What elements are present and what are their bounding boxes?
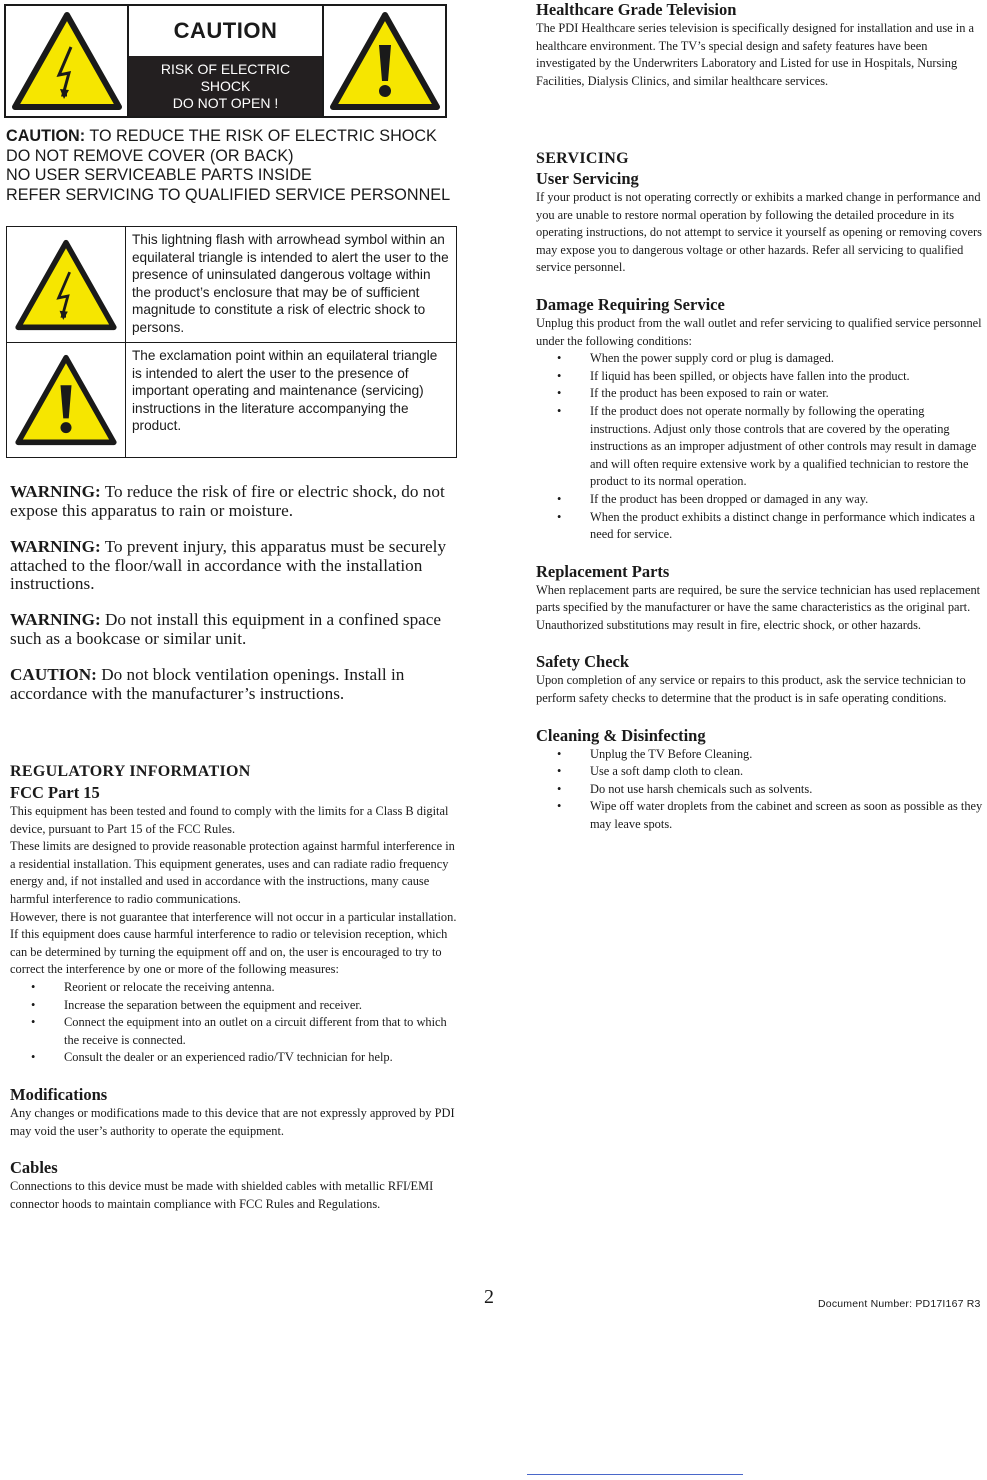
symbol-table	[6, 226, 457, 458]
cleaning-bullet: • Unplug the TV Before Cleaning.	[536, 746, 987, 764]
symbol-row-exclamation	[7, 343, 456, 457]
cleaning-bullet: • Wipe off water droplets from the cabinet and screen as soon as possible as they may leave spots.	[536, 798, 987, 833]
warning-label: WARNING:	[10, 482, 101, 501]
healthcare-text: The PDI Healthcare series television is specifically designed for installation and use in a healthcare environment. The TV’s special design and safety features have been investigated by the Underwriters Laboratory and Listed for use in Hospitals, Nursing Facilities, Dialysis Clinics, and similar healthcare services.	[536, 21, 975, 88]
safety-check-text: Upon completion of any service or repairs to this product, ask the service technician to perform safety checks to determine that the product is in safe operating conditions.	[536, 673, 966, 706]
modifications-heading: Modifications	[10, 1084, 108, 1104]
symbol-icon-cell	[7, 227, 126, 342]
exclamation-warning-icon	[14, 354, 118, 446]
fcc-bullet: • Increase the separation between the equipment and receiver.	[10, 997, 460, 1015]
caution-notice-line-2: DO NOT REMOVE COVER (OR BACK)	[6, 146, 294, 165]
lightning-warning-icon	[11, 11, 123, 111]
banner-center	[127, 6, 324, 116]
user-servicing-heading: User Servicing	[536, 169, 639, 188]
damage-bullet: • If the product does not operate normally by following the operating instructions. Adjust only those controls that are covered by the operating instructions as an improper adjustment of other controls may result in damage and will often require extensive work by a qualified technician to restore the product to its normal operation.	[536, 403, 987, 491]
banner-line-2: SHOCK	[200, 77, 251, 94]
safety-check-heading: Safety Check	[536, 652, 630, 672]
caution-ventilation	[10, 666, 460, 703]
banner-line-1: RISK OF ELECTRIC	[160, 60, 291, 77]
cleaning-bullet: • Use a soft damp cloth to clean.	[536, 763, 987, 781]
warning-text: Do not install this equipment in a confined space such as a bookcase or similar unit.	[10, 610, 442, 648]
cleaning-heading: Cleaning & Disinfecting	[536, 725, 706, 745]
damage-bullet: • If the product has been dropped or damaged in any way.	[536, 491, 987, 509]
warning-label: CAUTION:	[10, 665, 97, 684]
caution-notice-lead: CAUTION:	[6, 127, 86, 145]
lightning-warning-icon	[14, 239, 118, 331]
caution-notice-text-1: TO REDUCE THE RISK OF ELECTRIC SHOCK	[85, 127, 437, 145]
page-number: 2	[484, 1286, 494, 1308]
damage-bullet: • When the product exhibits a distinct change in performance which indicates a need for service.	[536, 509, 987, 544]
banner-subtitle	[129, 56, 322, 116]
user-servicing-text: If your product is not operating correctly or exhibits a marked change in performance and you are unable to restore normal operation by following the detailed procedure in its operating instructions, do not attempt to service it yourself as opening or removing covers may expose you to dangerous voltage or other hazards. Refer all servicing to qualified service personnel.	[536, 190, 982, 275]
symbol-row-lightning	[7, 227, 456, 343]
caution-notice	[6, 127, 466, 205]
fcc-heading: FCC Part 15	[10, 783, 100, 802]
servicing-section	[536, 150, 987, 834]
banner-title: CAUTION	[173, 18, 278, 43]
banner-exclamation-cell	[324, 6, 445, 116]
modifications-text: Any changes or modifications made to this device that are not expressly approved by PDI may void the user’s authority to operate the equipment.	[10, 1105, 455, 1138]
damage-heading: Damage Requiring Service	[536, 294, 725, 314]
exclamation-description: The exclamation point within an equilateral triangle is intended to alert the user to the presence of important operating and maintenance (servicing) instructions in the literature accompanying the product.	[132, 348, 438, 434]
warning-text: To prevent injury, this apparatus must be securely attached to the floor/wall in accordance with the installation instructions.	[10, 537, 447, 593]
lightning-description: This lightning flash with arrowhead symbol within an equilateral triangle is intended to alert the user to the presence of uninsulated dangerous voltage within the product’s enclosure that may be of sufficient magnitude to constitute a risk of electric shock to persons.	[132, 232, 449, 335]
replacement-heading: Replacement Parts	[536, 561, 670, 581]
healthcare-section	[536, 0, 987, 90]
replacement-text: When replacement parts are required, be sure the service technician has used replacement parts specified by the manufacturer or have the same characteristics as the original part. Unauthorized substitutions may result in fire, electric shock, or other hazards.	[536, 582, 981, 632]
cables-text: Connections to this device must be made with shielded cables with metallic RFI/EMI connector hoods to maintain compliance with FCC Rules and Regulations.	[10, 1179, 434, 1211]
caution-banner	[4, 4, 447, 118]
fcc-bullet: • Connect the equipment into an outlet on a circuit different from that to which the receive is connected.	[10, 1014, 460, 1049]
warning-2	[10, 538, 460, 594]
damage-bullet: • When the power supply cord or plug is damaged.	[536, 350, 987, 368]
exclamation-warning-icon	[329, 11, 441, 111]
link-underline	[527, 1474, 743, 1475]
warning-label: WARNING:	[10, 610, 101, 629]
fcc-paragraph-1: This equipment has been tested and found to comply with the limits for a Class B digital device, pursuant to Part 15 of the FCC Rules.	[10, 804, 449, 836]
banner-lightning-cell	[6, 6, 127, 116]
banner-line-3: DO NOT OPEN !	[172, 94, 279, 111]
caution-notice-line-4: REFER SERVICING TO QUALIFIED SERVICE PERSONNEL	[6, 185, 451, 204]
damage-text: Unplug this product from the wall outlet and refer servicing to qualified service personnel under the following conditions:	[536, 315, 982, 348]
warning-text: Do not block ventilation openings. Install in accordance with the manufacturer’s instructions.	[10, 665, 405, 703]
regulatory-section	[10, 763, 460, 1213]
fcc-paragraph-3: However, there is not guarantee that interference will not occur in a particular installation. If this equipment does cause harmful interference to radio or television reception, which can be determined by turning the equipment off and on, the user is encouraged to try to correct the interference by one or more of the following measures:	[10, 909, 457, 977]
cables-heading: Cables	[10, 1158, 58, 1178]
document-number: Document Number: PD17I167 R3	[818, 1298, 981, 1310]
warning-text: To reduce the risk of fire or electric shock, do not expose this apparatus to rain or moisture.	[10, 482, 445, 520]
fcc-bullet: • Reorient or relocate the receiving antenna.	[10, 979, 460, 997]
regulatory-heading: REGULATORY INFORMATION	[10, 763, 251, 780]
damage-bullet: • If liquid has been spilled, or objects have fallen into the product.	[536, 368, 987, 386]
warning-3	[10, 611, 460, 648]
warning-label: WARNING:	[10, 537, 101, 556]
damage-bullet: • If the product has been exposed to rain or water.	[536, 385, 987, 403]
warning-1	[10, 483, 460, 520]
caution-notice-line-3: NO USER SERVICEABLE PARTS INSIDE	[6, 166, 312, 184]
fcc-bullet: • Consult the dealer or an experienced radio/TV technician for help.	[10, 1049, 460, 1067]
cleaning-bullet: • Do not use harsh chemicals such as solvents.	[536, 781, 987, 799]
servicing-heading: SERVICING	[536, 150, 629, 167]
symbol-icon-cell	[7, 343, 126, 457]
healthcare-heading: Healthcare Grade Television	[536, 0, 737, 19]
fcc-paragraph-2: These limits are designed to provide reasonable protection against harmful interference in a residential installation. This equipment generates, uses and can radiate radio frequency energy and, if not installed and used in accordance with the instructions, many cause harmful interference to radio communications.	[10, 839, 455, 906]
caution-notice-line-1	[6, 127, 466, 147]
